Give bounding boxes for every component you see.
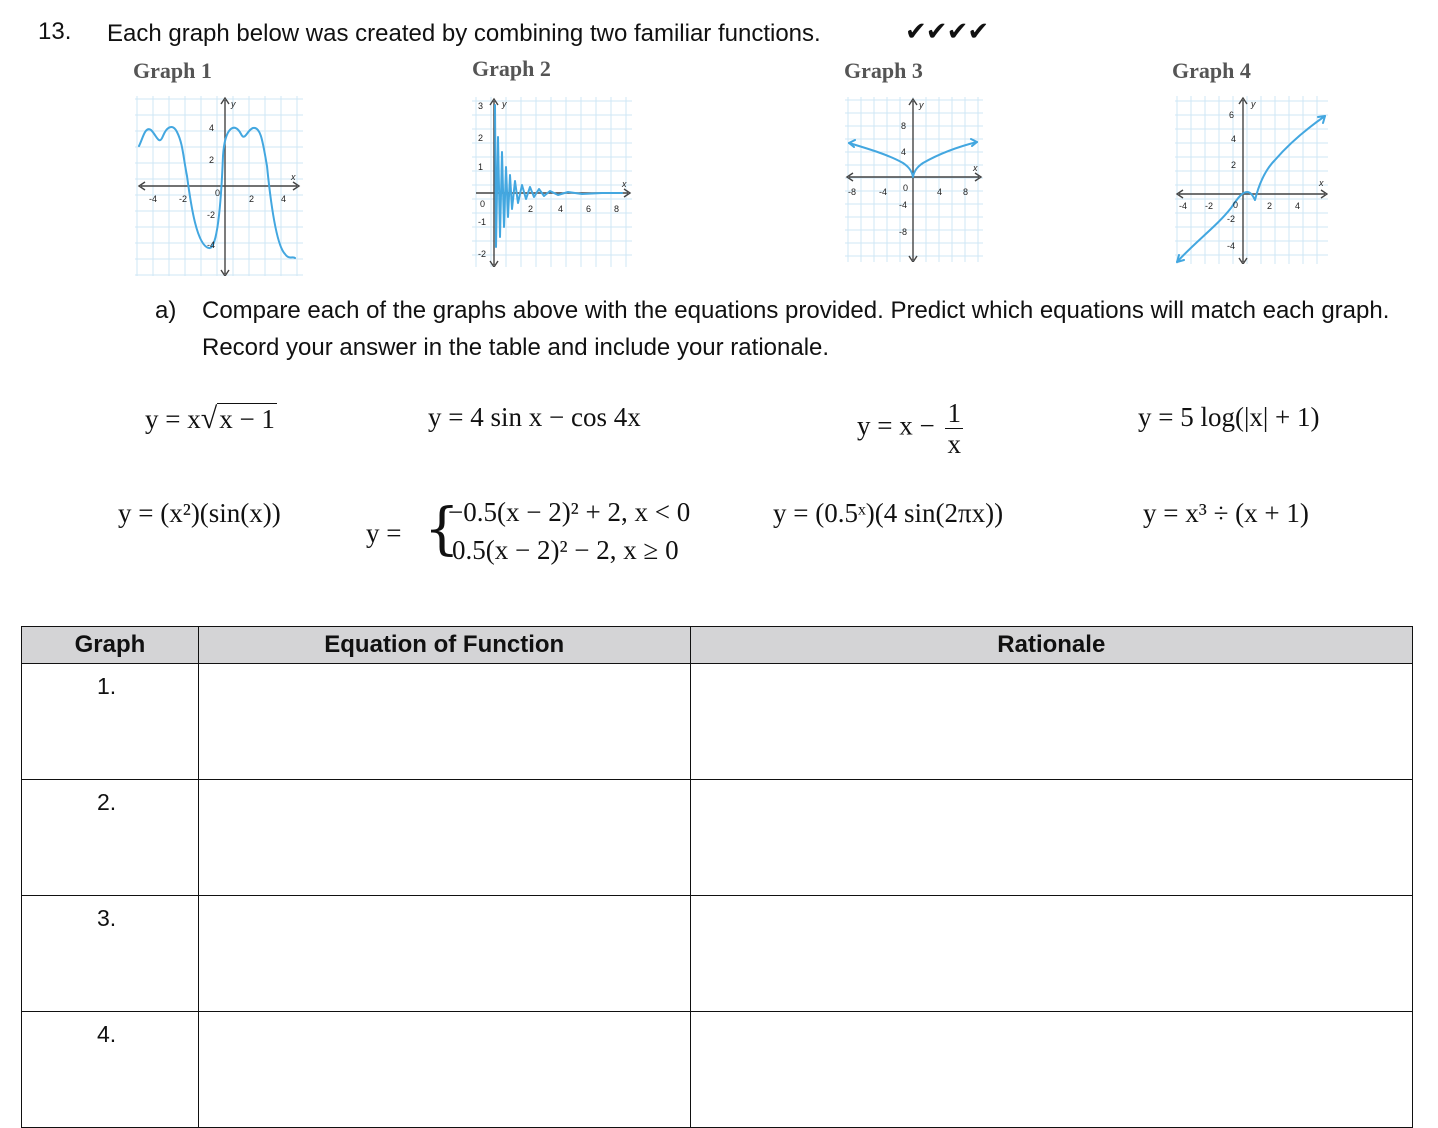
graph-4 xyxy=(1175,96,1328,264)
graph-4-tick: 6 xyxy=(1229,110,1235,120)
equation-6-prefix: y = xyxy=(366,518,402,548)
graph-3-tick: 4 xyxy=(937,187,943,197)
equation-answer-cell[interactable] xyxy=(198,780,690,896)
graph-1-tick: 2 xyxy=(249,194,255,204)
part-a-label: a) xyxy=(155,297,177,324)
equation-3-prefix: y = x − xyxy=(857,410,935,441)
graph-3-tick: 8 xyxy=(963,187,969,197)
graph-2 xyxy=(472,97,632,267)
table-row xyxy=(22,664,1413,780)
graph-3-grid xyxy=(845,97,983,262)
equation-6-case-2: 0.5(x − 2)² − 2, x ≥ 0 xyxy=(452,535,679,565)
graph-2-tick: 2 xyxy=(478,133,484,143)
graph-1-tick: -2 xyxy=(179,194,188,204)
check-marks: ✔✔✔✔ xyxy=(905,16,989,46)
graph-3-x-label: x xyxy=(973,163,978,173)
equation-answer-cell[interactable] xyxy=(198,1012,690,1128)
equation-6-brace: { xyxy=(424,497,460,562)
graph-2-y-label: y xyxy=(502,99,507,109)
graph-3-tick: 0 xyxy=(903,183,909,193)
answer-table xyxy=(21,626,1413,1128)
graph-4-tick: 2 xyxy=(1231,160,1237,170)
graph-1-tick: -4 xyxy=(149,194,158,204)
graph-3-tick: 4 xyxy=(901,147,907,157)
table-row xyxy=(22,780,1413,896)
graph-2-tick: 0 xyxy=(480,199,486,209)
graph-1-tick: 2 xyxy=(209,155,215,165)
graph-2-tick: -2 xyxy=(478,249,487,259)
question-number: 13. xyxy=(38,18,72,45)
graph-3-tick: 8 xyxy=(901,121,907,131)
table-row xyxy=(22,1012,1413,1128)
graph-4-tick: 2 xyxy=(1267,201,1273,211)
graph-4-tick: -2 xyxy=(1227,214,1236,224)
row-graph-number: 4. xyxy=(22,1012,199,1128)
equation-1-prefix: y = x xyxy=(145,404,201,434)
rationale-answer-cell[interactable] xyxy=(690,1012,1412,1128)
graph-2-tick: 6 xyxy=(586,204,592,214)
graph-2-tick: 3 xyxy=(478,101,484,111)
graph-3-tick: -4 xyxy=(899,200,908,210)
graph-3-tick: -4 xyxy=(879,187,888,197)
graph-1-y-label: y xyxy=(231,99,236,109)
equation-7: y = (0.5ˣ)(4 sin(2πx)) xyxy=(773,498,1004,528)
graph-4-tick: 4 xyxy=(1231,134,1237,144)
equation-6-case-1: −0.5(x − 2)² + 2, x < 0 xyxy=(448,497,691,527)
graph-3-tick: -8 xyxy=(848,187,857,197)
graph-1-tick: 4 xyxy=(281,194,287,204)
graph-4-tick: 4 xyxy=(1295,201,1301,211)
graph-1-tick: 4 xyxy=(209,123,215,133)
graph-1-tick: -2 xyxy=(207,210,216,220)
graph-3-tick: -8 xyxy=(899,227,908,237)
graph-2-tick: 8 xyxy=(614,204,620,214)
graph-3-title: Graph 3 xyxy=(844,58,923,83)
equation-3-numerator: 1 xyxy=(947,398,961,428)
graph-2-x-label: x xyxy=(622,179,627,189)
header-rationale: Rationale xyxy=(690,627,1412,664)
equation-answer-cell[interactable] xyxy=(198,664,690,780)
equation-answer-cell[interactable] xyxy=(198,896,690,1012)
graph-4-tick: -2 xyxy=(1205,201,1214,211)
graph-1-title: Graph 1 xyxy=(133,58,212,83)
table-row xyxy=(22,896,1413,1012)
part-a-instructions: Compare each of the graphs above with the equations provided. Predict which equations will match each graph. Record your answer in the table and include your rationale. xyxy=(202,297,1390,361)
equation-3 xyxy=(857,398,963,459)
graph-4-tick: -4 xyxy=(1179,201,1188,211)
graph-3 xyxy=(845,97,983,262)
equation-1: y = x√x − 1 xyxy=(145,402,275,435)
graph-3-y-axis xyxy=(909,99,917,262)
graph-2-tick: 1 xyxy=(478,162,484,172)
graph-4-y-label: y xyxy=(1251,99,1256,109)
rationale-answer-cell[interactable] xyxy=(690,780,1412,896)
graph-2-tick: 2 xyxy=(528,204,534,214)
equation-4: y = 5 log(|x| + 1) xyxy=(1138,402,1320,432)
graph-2-tick: 4 xyxy=(558,204,564,214)
header-equation: Equation of Function xyxy=(198,627,690,664)
rationale-answer-cell[interactable] xyxy=(690,896,1412,1012)
graph-2-tick: -1 xyxy=(478,217,487,227)
equation-3-denominator: x xyxy=(947,429,961,459)
row-graph-number: 3. xyxy=(22,896,199,1012)
graph-1-x-label: x xyxy=(291,172,296,182)
graph-2-title: Graph 2 xyxy=(472,56,551,81)
graph-4-y-axis xyxy=(1239,98,1247,264)
graph-4-grid xyxy=(1175,96,1328,264)
header-graph: Graph xyxy=(22,627,199,664)
graph-2-curve xyxy=(495,105,622,247)
graph-3-y-label: y xyxy=(919,100,924,110)
equation-3-fraction xyxy=(945,398,963,459)
graph-4-tick: -4 xyxy=(1227,241,1236,251)
graph-4-x-label: x xyxy=(1319,178,1324,188)
equation-8: y = x³ ÷ (x + 1) xyxy=(1143,498,1309,528)
graph-4-title: Graph 4 xyxy=(1172,58,1251,83)
graph-1-tick: -4 xyxy=(207,240,216,250)
graph-4-tick: 0 xyxy=(1233,200,1239,210)
rationale-answer-cell[interactable] xyxy=(690,664,1412,780)
graph-1-tick: 0 xyxy=(215,188,221,198)
question-text: Each graph below was created by combining two familiar functions. xyxy=(107,20,821,47)
table-header-row xyxy=(22,627,1413,664)
equation-1-radicand: x − 1 xyxy=(219,404,275,434)
equation-2: y = 4 sin x − cos 4x xyxy=(428,402,641,432)
graph-1 xyxy=(135,96,303,276)
row-graph-number: 1. xyxy=(22,664,199,780)
equation-5: y = (x²)(sin(x)) xyxy=(118,498,281,528)
row-graph-number: 2. xyxy=(22,780,199,896)
